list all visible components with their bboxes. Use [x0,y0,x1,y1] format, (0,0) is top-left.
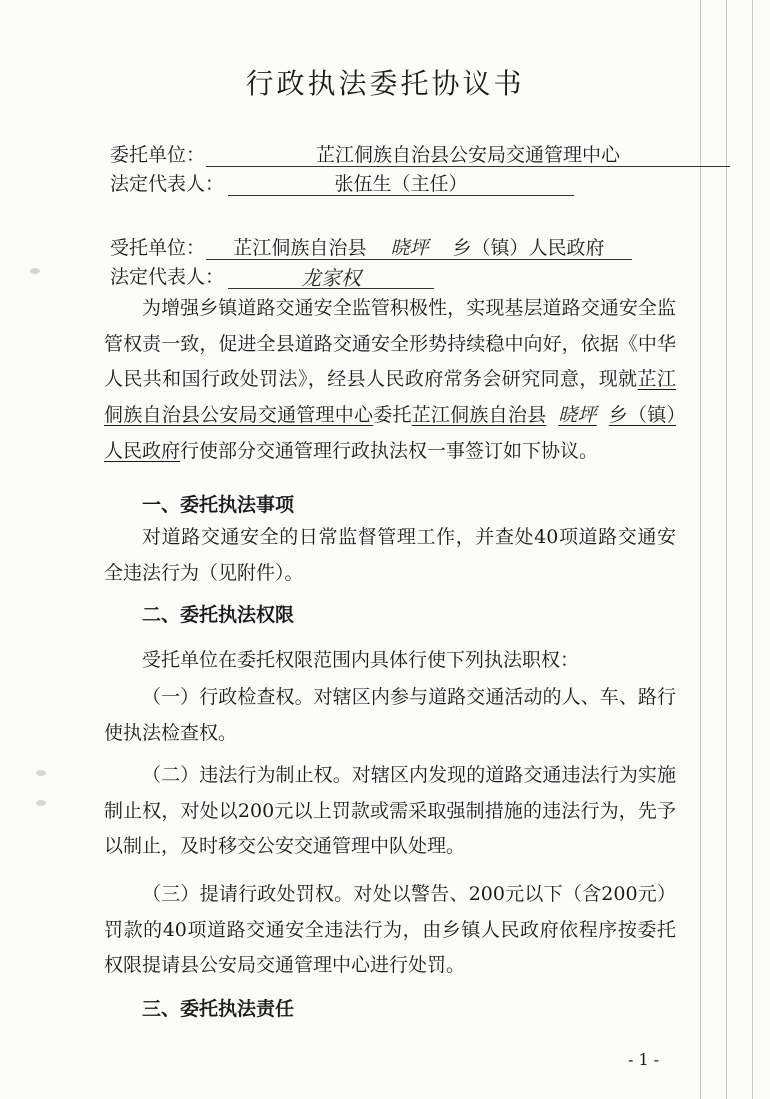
scan-smudge [36,770,46,776]
intro-text-1: 为增强乡镇道路交通安全监管积极性，实现基层道路交通安全监管权责一致，促进全县道路交通安全形势持续稳中向好，依据《中华人民共和国行政处罚法》，经县人民政府常务会研究同意，现就 [104,297,676,391]
client-value: 芷江侗族自治县公安局交通管理中心 [206,140,730,167]
scan-smudge [36,800,46,806]
intro-client-name: 芷江侗族自治县公安局交通管理中心 [104,368,676,427]
section2-item1: （一）行政检查权。对辖区内参与道路交通活动的人、车、路行使执法检查权。 [104,686,676,744]
agent-rep-value: 龙家权 [228,262,434,289]
agent-value-suffix: 乡（镇）人民政府 [452,237,605,259]
agent-label: 受托单位： [110,237,206,259]
intro-text-2: 委托 [373,404,412,427]
section1-heading: 一、委托执法事项 [142,494,295,516]
client-rep-label: 法定代表人： [110,173,225,195]
document-title: 行政执法委托协议书 [245,67,525,100]
intro-agent-suffix: 乡（镇）人民政府 [104,404,676,462]
intro-text-3: 行使部分交通管理行政执法权一事签订如下协议。 [180,439,599,462]
client-rep-value: 张伍生（主任） [228,169,574,196]
intro-agent-handwritten: 晓坪 [558,404,597,427]
agent-value-prefix: 芷江侗族自治县 [233,237,367,259]
section2-item2: （二）违法行为制止权。对辖区内发现的道路交通违法行为实施制止权，对处以200元以上罚款或需采取强制措施的违法行为，先予以制止，及时移交公安交通管理中队处理。 [104,764,676,858]
page-number: - 1 - [628,1050,660,1069]
section1-body: 对道路交通安全的日常监督管理工作，并查处40项道路交通安全违法行为（见附件）。 [104,526,676,584]
section3-heading: 三、委托执法责任 [142,998,295,1020]
section2-intro: 受托单位在委托权限范围内具体行使下列执法职权： [142,649,580,671]
client-label: 委托单位： [110,144,206,166]
section2-heading: 二、委托执法权限 [142,604,295,626]
intro-paragraph [104,291,676,470]
agent-handwritten-name: 晓坪 [390,237,429,259]
section2-item3: （三）提请行政处罚权。对处以警告、200元以下（含200元）罚款的40项道路交通安全违法行为，由乡镇人民政府依程序按委托权限提请县公安局交通管理中心进行处罚。 [104,883,676,977]
intro-agent-prefix: 芷江侗族自治县 [411,404,547,427]
scan-edge-line [752,0,753,1099]
scan-smudge [30,268,40,274]
agent-rep-label: 法定代表人： [110,266,225,288]
agent-value [206,233,632,260]
